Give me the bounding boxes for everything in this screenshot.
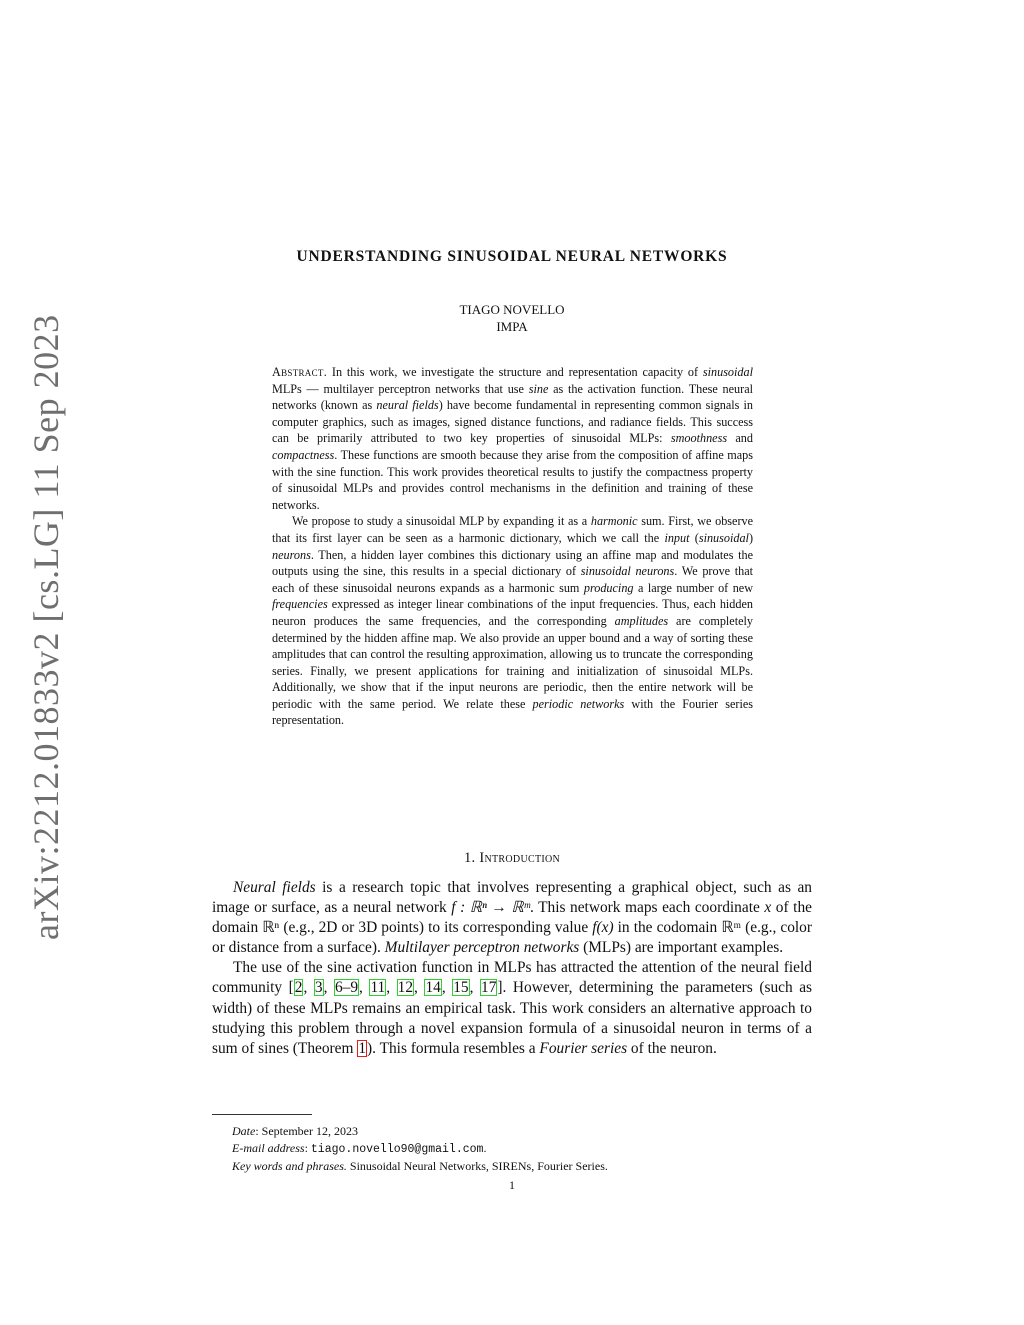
abstract-text: . We prove that each of these sinusoidal neurons expands as a harmonic sum (272, 564, 753, 595)
abstract-text: are completely determined by the hidden affine map. We also provide an upper bound and a way of sorting these amplitudes that can control the resulting approximation, allowing us to truncate the corresponding series. Finally, we present applications for training and initialization of sinusoidal MLPs. Additionally, we show that if the input neurons are periodic, then the entire network will be periodic with the same period. We relate these (272, 613, 753, 711)
math-inline: ℝⁿ (262, 919, 280, 937)
abstract-emphasis: sinusoidal neurons (580, 564, 675, 579)
abstract-emphasis: frequencies (272, 597, 328, 612)
arxiv-identifier-stamp: arXiv:2212.01833v2 [cs.LG] 11 Sep 2023 (26, 314, 66, 940)
citation-link[interactable]: 17 (481, 979, 497, 997)
theorem-reference-link[interactable]: 1 (358, 1039, 367, 1057)
abstract-text: expressed as integer linear combinations of the input frequencies. Thus, each hidden neuron produces the same frequencies, and the corresponding (272, 597, 753, 628)
abstract-text: with the Fourier series representation. (272, 696, 753, 728)
footnote-separator: : (304, 1141, 311, 1155)
citation-link[interactable]: 14 (425, 979, 441, 997)
footnote-label: E-mail address (232, 1141, 305, 1155)
page-number: 1 (509, 1178, 515, 1192)
math-inline: f(x) (592, 919, 614, 937)
abstract-emphasis: sinusoidal (702, 365, 753, 379)
intro-text: in the codomain (613, 919, 722, 937)
abstract-emphasis: neurons (272, 547, 311, 562)
math-inline: ℝᵐ (721, 919, 742, 937)
footnote-separator: . (483, 1141, 487, 1155)
abstract (272, 364, 753, 729)
citation-link[interactable]: 15 (453, 979, 469, 997)
abstract-label: Abstract. (272, 365, 328, 379)
abstract-emphasis: sine (528, 381, 549, 396)
section-number: 1. (463, 850, 476, 866)
abstract-text: We propose to study a sinusoidal MLP by expanding it as a (292, 514, 591, 529)
paper-title: UNDERSTANDING SINUSOIDAL NEURAL NETWORKS (296, 248, 728, 265)
intro-text: of the domain (212, 899, 812, 937)
footnote-divider (212, 1114, 312, 1115)
footnote-email (232, 1140, 812, 1158)
intro-text: of the neuron. (627, 1039, 717, 1057)
abstract-text: a large number of new (633, 580, 753, 595)
abstract-text: In this work, we investigate the structure and representation capacity of (327, 365, 703, 379)
abstract-text: ) have become fundamental in representing common signals in computer graphics, such as images, signed distance functions, and radiance fields. This success can be primarily attributed to two key properties of sinusoidal MLPs: (272, 398, 754, 446)
intro-emphasis: Fourier series (539, 1039, 628, 1057)
section-heading (0, 850, 1024, 867)
citation-link[interactable]: 2 (294, 979, 303, 997)
citation-link[interactable]: 3 (314, 979, 323, 997)
abstract-text: sum. First, we observe that its first layer can be seen as a harmonic dictionary, which we call the (272, 514, 753, 545)
email-address[interactable]: tiago.novello90@gmail.com (310, 1143, 484, 1156)
intro-text: (e.g., 2D or 3D points) to its corresponding value (279, 919, 593, 937)
math-inline: f : ℝⁿ → ℝᵐ (451, 899, 530, 917)
abstract-paragraph-1 (272, 364, 753, 513)
abstract-text: . These functions are smooth because they arise from the composition of affine maps with the sine function. This work provides theoretical results to justify the compactness property of sinusoidal MLPs and provides control mechanisms in the definition and training of these networks. (272, 447, 753, 512)
intro-text: (MLPs) are important examples. (579, 939, 784, 957)
abstract-emphasis: amplitudes (614, 613, 669, 628)
abstract-emphasis: neural fields (376, 398, 439, 413)
abstract-emphasis: smoothness (670, 431, 728, 446)
abstract-emphasis: sinusoidal (698, 530, 749, 545)
section-title: Introduction (479, 850, 561, 866)
abstract-emphasis: producing (583, 580, 634, 595)
intro-text: is a research topic that involves representing a graphical object, such as an image or surface, as a neural network (212, 879, 812, 917)
author-name: TIAGO NOVELLO (459, 302, 565, 317)
abstract-text: MLPs — multilayer perceptron networks that use (272, 381, 529, 396)
intro-text: (e.g., color or distance from a surface). (212, 919, 812, 957)
citation-link[interactable]: 11 (370, 979, 386, 997)
abstract-paragraph-2 (272, 513, 753, 729)
intro-text: ]. However, determining the parameters (such as width) of these MLPs remains an empirical task. This work considers an alternative approach to studying this problem through a novel expansion formula of a sinusoidal neuron in terms of a sum of sines (Theorem (212, 979, 813, 1057)
math-inline: x (764, 899, 772, 917)
author-affiliation: IMPA (496, 319, 528, 334)
intro-emphasis: Multilayer perceptron networks (384, 939, 580, 957)
abstract-emphasis: compactness (272, 447, 335, 462)
abstract-emphasis: periodic networks (532, 696, 625, 711)
footnote-value: : September 12, 2023 (255, 1124, 358, 1138)
footnote-label: Date (232, 1124, 256, 1138)
abstract-text: . Then, a hidden layer combines this dictionary using an affine map and modulates the outputs using the sine, this results in a special dictionary of (272, 547, 753, 579)
footnote-value: Sinusoidal Neural Networks, SIRENs, Fourier Series. (346, 1159, 608, 1173)
intro-emphasis: Neural fields (233, 879, 316, 896)
footnotes (232, 1123, 812, 1175)
footnote-date (232, 1123, 812, 1140)
introduction-body (212, 878, 812, 1059)
abstract-text: ( (689, 530, 699, 545)
abstract-emphasis: input (664, 530, 690, 545)
intro-paragraph-2: The use of the sine activation function in MLPs has attracted the attention of the neural field community [2, 3, 6–9, 11, 12, 14, 15, 17]. However, determining the parameters (such as width) of these MLPs remains an empirical task. This work considers an alternative approach to studying this problem through a novel expansion formula of a sinusoidal neuron in terms of a sum of sines (Theorem 1). This formula resembles a Fourier series of the neuron. (212, 959, 813, 1057)
intro-text: The use of the sine activation function in MLPs has attracted the attention of the neural field community [ (212, 959, 812, 997)
author-block (0, 301, 1024, 335)
intro-text: ). This formula resembles a (367, 1039, 540, 1057)
citation-link[interactable]: 12 (397, 979, 414, 997)
intro-paragraph-1 (212, 878, 812, 958)
abstract-text: as the activation function. These neural networks (known as (272, 381, 754, 413)
abstract-text: and (727, 431, 753, 446)
citation-link[interactable]: 6–9 (334, 979, 359, 997)
abstract-emphasis: harmonic (590, 514, 638, 529)
footnote-label: Key words and phrases. (232, 1159, 347, 1173)
footnote-keywords (232, 1158, 812, 1175)
intro-text: . This network maps each coordinate (529, 899, 765, 917)
abstract-text: ) (748, 530, 754, 545)
